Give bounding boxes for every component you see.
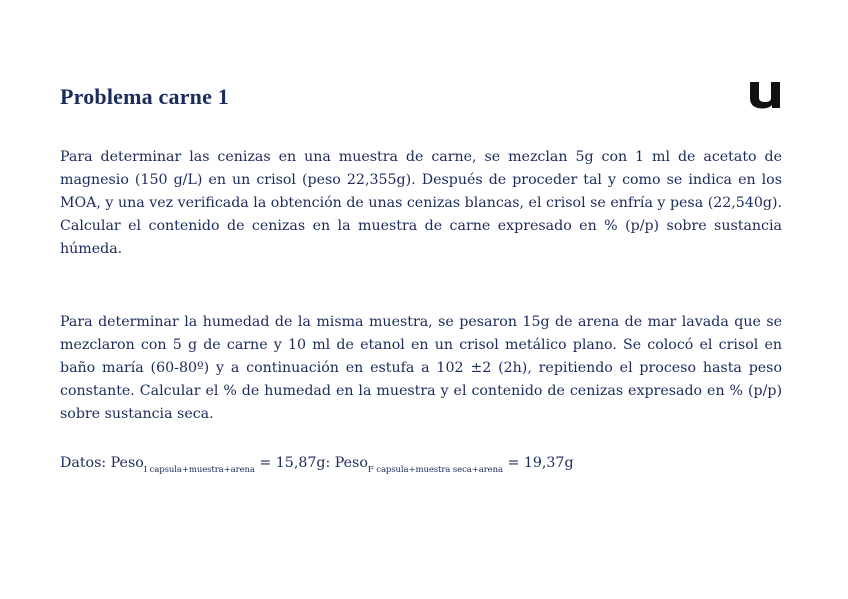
datos-subscript-final: F capsula+muestra seca+arena (367, 465, 503, 475)
datos-value-initial: = 15,87g: Peso (254, 455, 368, 471)
datos-line (60, 452, 782, 482)
datos-label: Datos: Peso (60, 455, 144, 471)
paragraph-humedad: Para determinar la humedad de la misma muestra, se pesaron 15g de arena de mar lavada que se mezclaron con 5 g de carne y 10 ml de etanol en un crisol metálico plano. Se colocó el crisol en baño maría (60-80º) y a continuación en estufa a 102 ±2 (2h), repitiendo el proceso hasta peso constante. Calcular el % de humedad en la muestra y el contenido de cenizas expresado en % (p/p) sobre sustancia seca. (60, 314, 782, 422)
paragraph-cenizas: Para determinar las cenizas en una muestra de carne, se mezclan 5g con 1 ml de acetato de magnesio (150 g/L) en un crisol (peso 22,355g). Después de proceder tal y como se indica en los MOA, y una vez verificada la obtención de unas cenizas blancas, el crisol se enfría y pesa (22,540g). Calcular el contenido de cenizas en la muestra de carne expresado en % (p/p) sobre sustancia húmeda. (60, 149, 782, 257)
datos-value-final: = 19,37g (502, 455, 574, 471)
document-title: Problema carne 1 (60, 84, 229, 109)
u-logo-icon (748, 80, 782, 110)
datos-subscript-initial: I capsula+muestra+arena (143, 465, 255, 475)
